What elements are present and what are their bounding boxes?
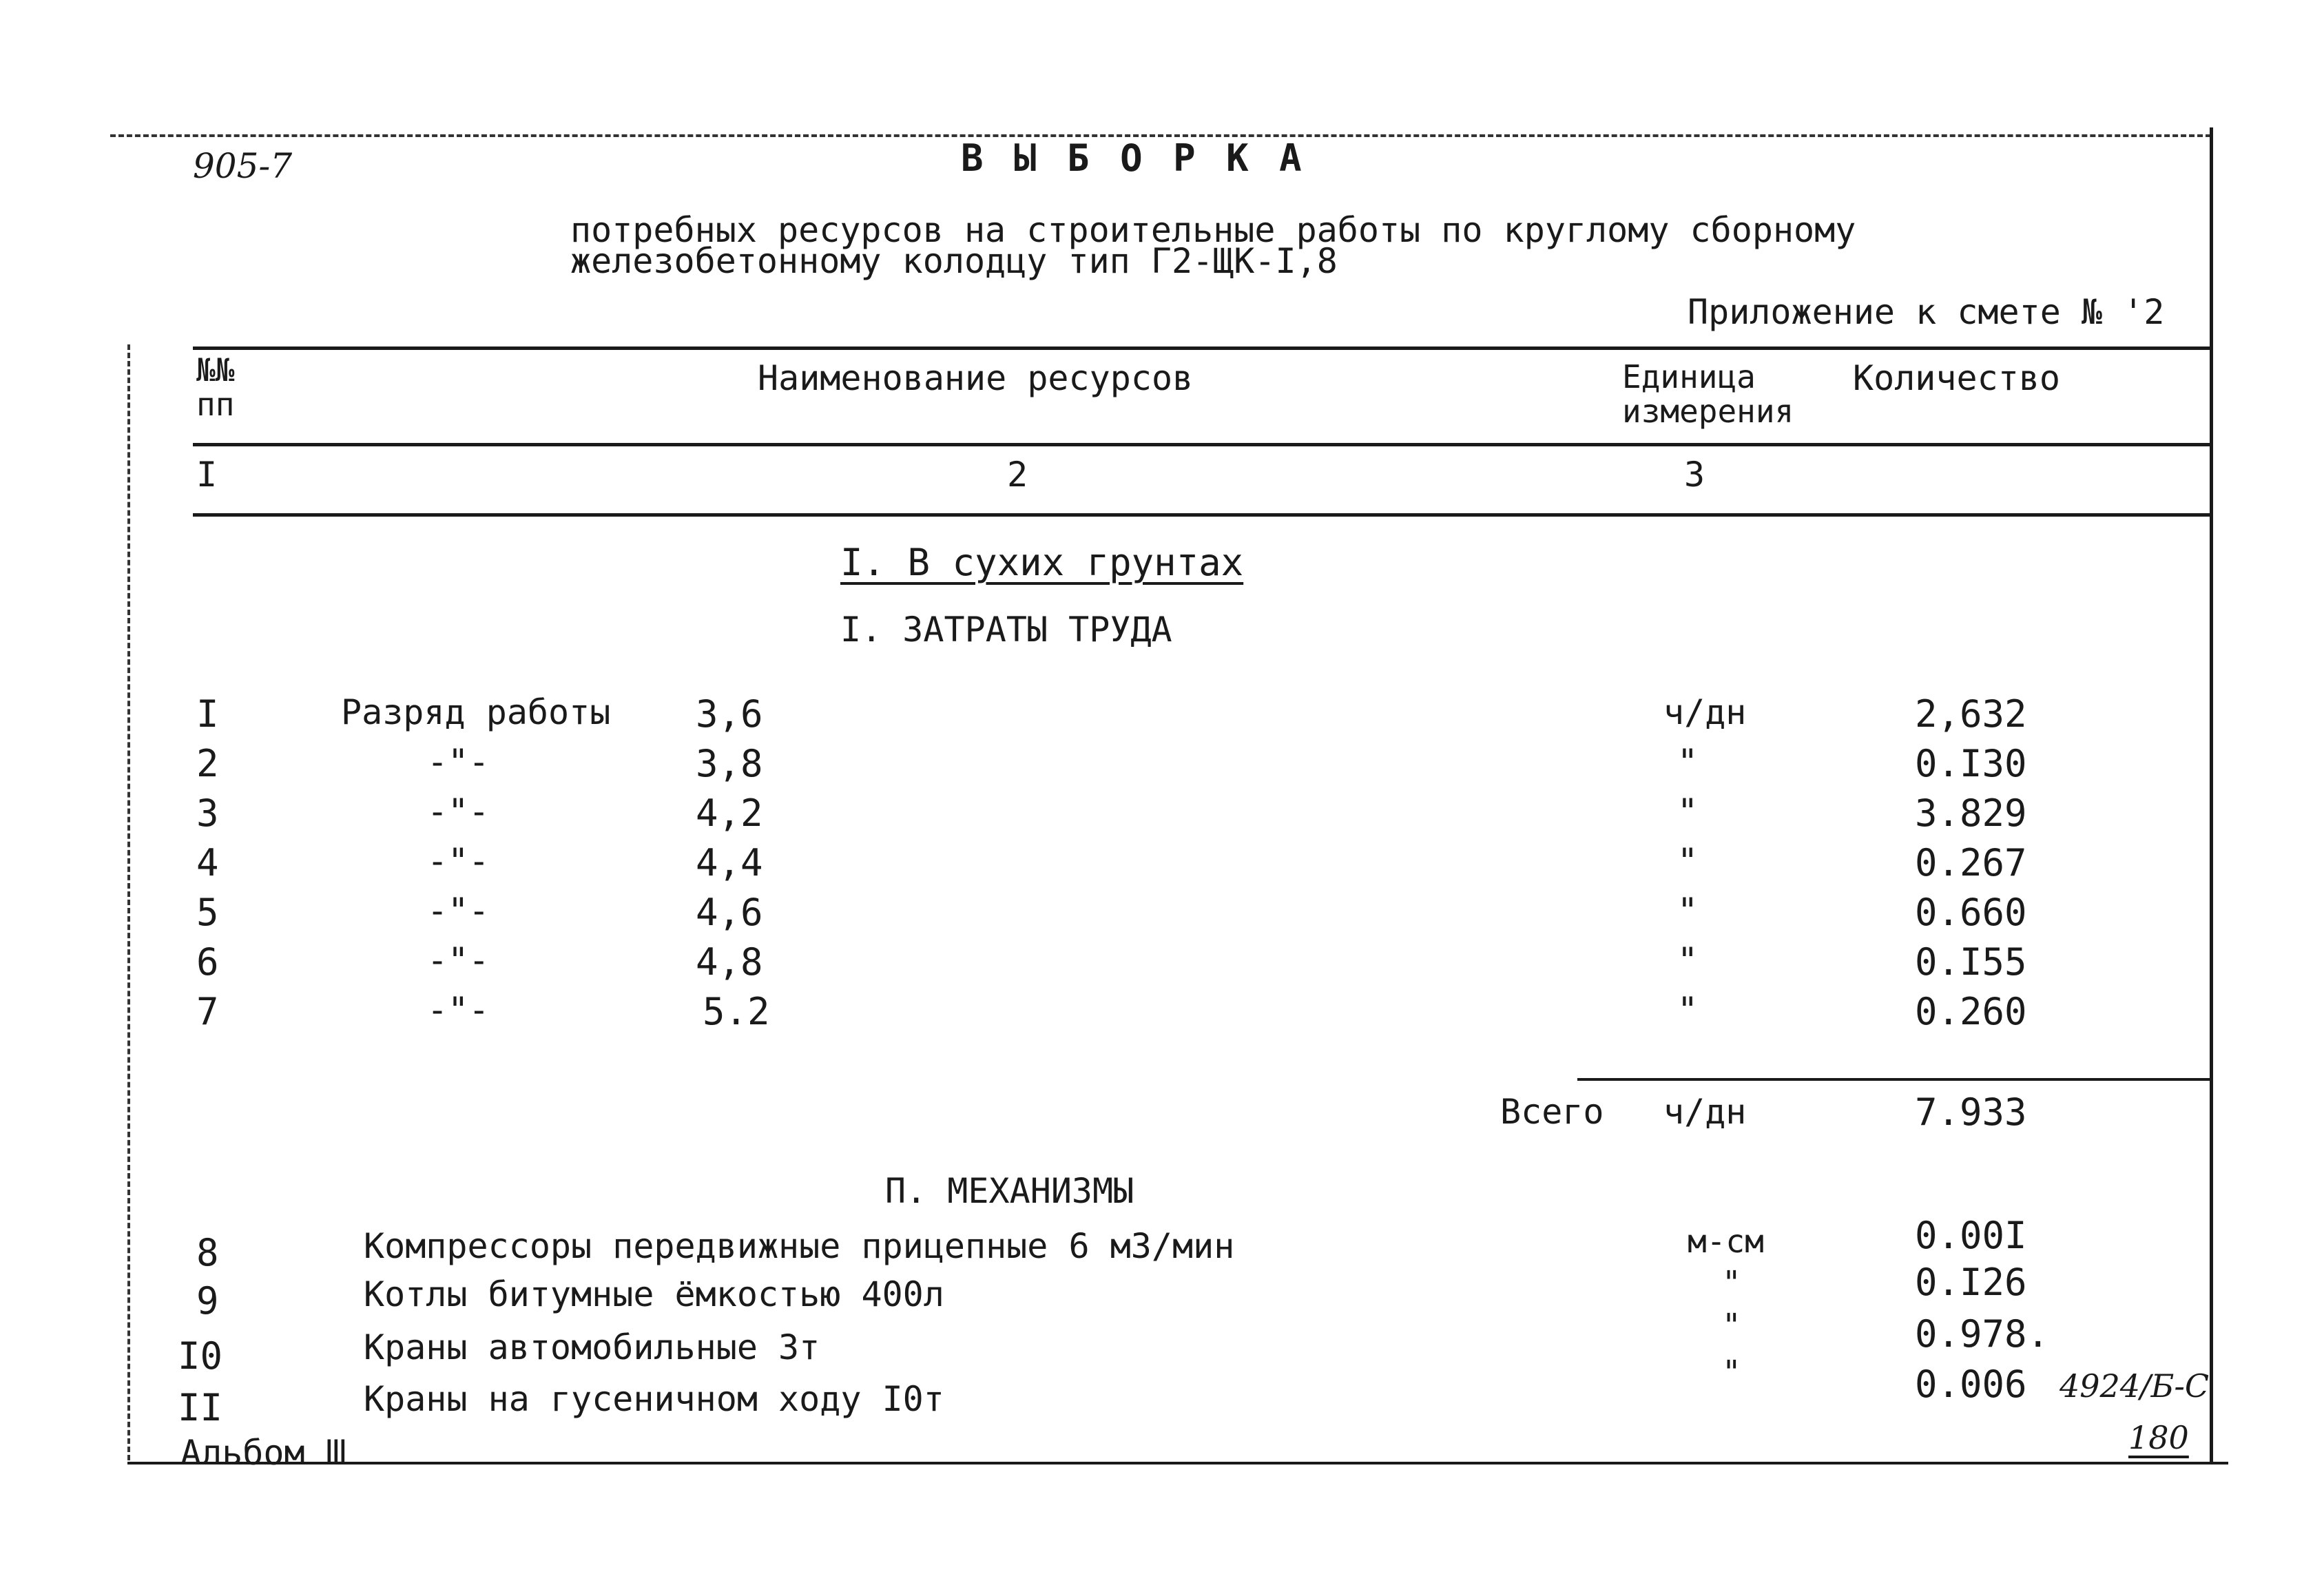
resource-name: -"-	[427, 841, 490, 881]
quantity: 0.660	[1915, 891, 2027, 934]
work-grade: 3,6	[696, 692, 763, 736]
quantity: 3.829	[1915, 791, 2027, 835]
resource-name: -"-	[427, 791, 490, 831]
appendix-note: Приложение к смете № '2	[1688, 292, 2165, 332]
row-number: II	[178, 1386, 223, 1429]
frame-right	[2210, 127, 2213, 1464]
document-subtitle-line1: потребных ресурсов на строительные работы по круглому сборному	[570, 210, 1856, 250]
unit: "	[1722, 1264, 1741, 1301]
resource-name: Краны на гусеничном ходу I0т	[364, 1379, 944, 1419]
row-number: 9	[196, 1279, 219, 1323]
document-title: В Ы Б О Р К А	[961, 136, 1306, 180]
quantity: 2,632	[1915, 692, 2027, 736]
work-grade: 3,8	[696, 742, 763, 785]
unit: "	[1677, 742, 1699, 782]
col-num-header-2: пп	[196, 386, 235, 423]
unit: "	[1722, 1354, 1741, 1391]
labor-section-title: I. ЗАТРАТЫ ТРУДА	[840, 610, 1172, 650]
work-grade: 5.2	[703, 990, 770, 1033]
col-num-header-1: №№	[196, 351, 235, 389]
col-number-3: 3	[1684, 455, 1705, 495]
unit: ч/дн	[1663, 692, 1747, 732]
frame-bottom	[127, 1462, 2228, 1464]
row-number: 6	[196, 940, 219, 984]
frame-left	[127, 344, 130, 1460]
row-number: 4	[196, 841, 219, 884]
row-number: I0	[178, 1334, 223, 1378]
work-grade: 4,8	[696, 940, 763, 984]
quantity: 0.006	[1915, 1363, 2027, 1406]
total-unit: ч/дн	[1663, 1092, 1747, 1132]
col-qty-header: Количество	[1853, 358, 2061, 398]
work-grade: 4,4	[696, 841, 763, 884]
unit: "	[1677, 990, 1699, 1030]
unit: м-см	[1688, 1223, 1764, 1260]
album-label: Альбом Ш	[180, 1433, 346, 1473]
resource-name: Разряд работы	[341, 692, 611, 732]
numbers-rule	[193, 513, 2210, 517]
resource-name: Компрессоры передвижные прицепные 6 м3/мин	[364, 1226, 1235, 1266]
row-number: 8	[196, 1231, 219, 1274]
quantity: 0.I26	[1915, 1261, 2027, 1304]
row-number: 5	[196, 891, 219, 934]
resource-name: -"-	[427, 891, 490, 931]
table-top-rule	[193, 346, 2210, 350]
total-label: Всего	[1500, 1092, 1604, 1132]
quantity: 0.I30	[1915, 742, 2027, 785]
col-name-header: Наименование ресурсов	[758, 358, 1194, 398]
row-number: 7	[196, 990, 219, 1033]
unit: "	[1677, 940, 1699, 980]
row-number: I	[196, 692, 219, 736]
quantity: 0.267	[1915, 841, 2027, 884]
work-grade: 4,6	[696, 891, 763, 934]
unit: "	[1677, 791, 1699, 831]
quantity: 0.260	[1915, 990, 2027, 1033]
document-code: 905-7	[193, 146, 293, 186]
col-number-2: 2	[1007, 455, 1028, 495]
document-subtitle-line2: железобетонному колодцу тип Г2-ЩК-I,8	[570, 241, 1338, 281]
resource-name: -"-	[427, 940, 490, 980]
unit: "	[1722, 1307, 1741, 1344]
quantity: 0.00I	[1915, 1214, 2027, 1257]
resource-name: Краны автомобильные 3т	[364, 1327, 820, 1367]
row-number: 3	[196, 791, 219, 835]
row-number: 2	[196, 742, 219, 785]
section-title: I. В сухих грунтах	[840, 541, 1244, 584]
col-number-1: I	[196, 455, 218, 495]
page-number: 180	[2128, 1419, 2189, 1456]
quantity: 0.978.	[1915, 1312, 2050, 1356]
resource-name: -"-	[427, 990, 490, 1030]
unit: "	[1677, 891, 1699, 931]
quantity: 0.I55	[1915, 940, 2027, 984]
resource-name: -"-	[427, 742, 490, 782]
unit: "	[1677, 841, 1699, 881]
header-rule	[193, 443, 2210, 446]
col-unit-header-1: Единица	[1622, 358, 1756, 395]
resource-name: Котлы битумные ёмкостью 400л	[364, 1274, 944, 1314]
col-unit-header-2: измерения	[1622, 393, 1794, 430]
total-quantity: 7.933	[1915, 1090, 2027, 1134]
mech-section-title: П. МЕХАНИЗМЫ	[885, 1171, 1134, 1211]
total-rule	[1577, 1078, 2210, 1081]
work-grade: 4,2	[696, 791, 763, 835]
sheet-code: 4924/Б-С	[2060, 1367, 2210, 1405]
